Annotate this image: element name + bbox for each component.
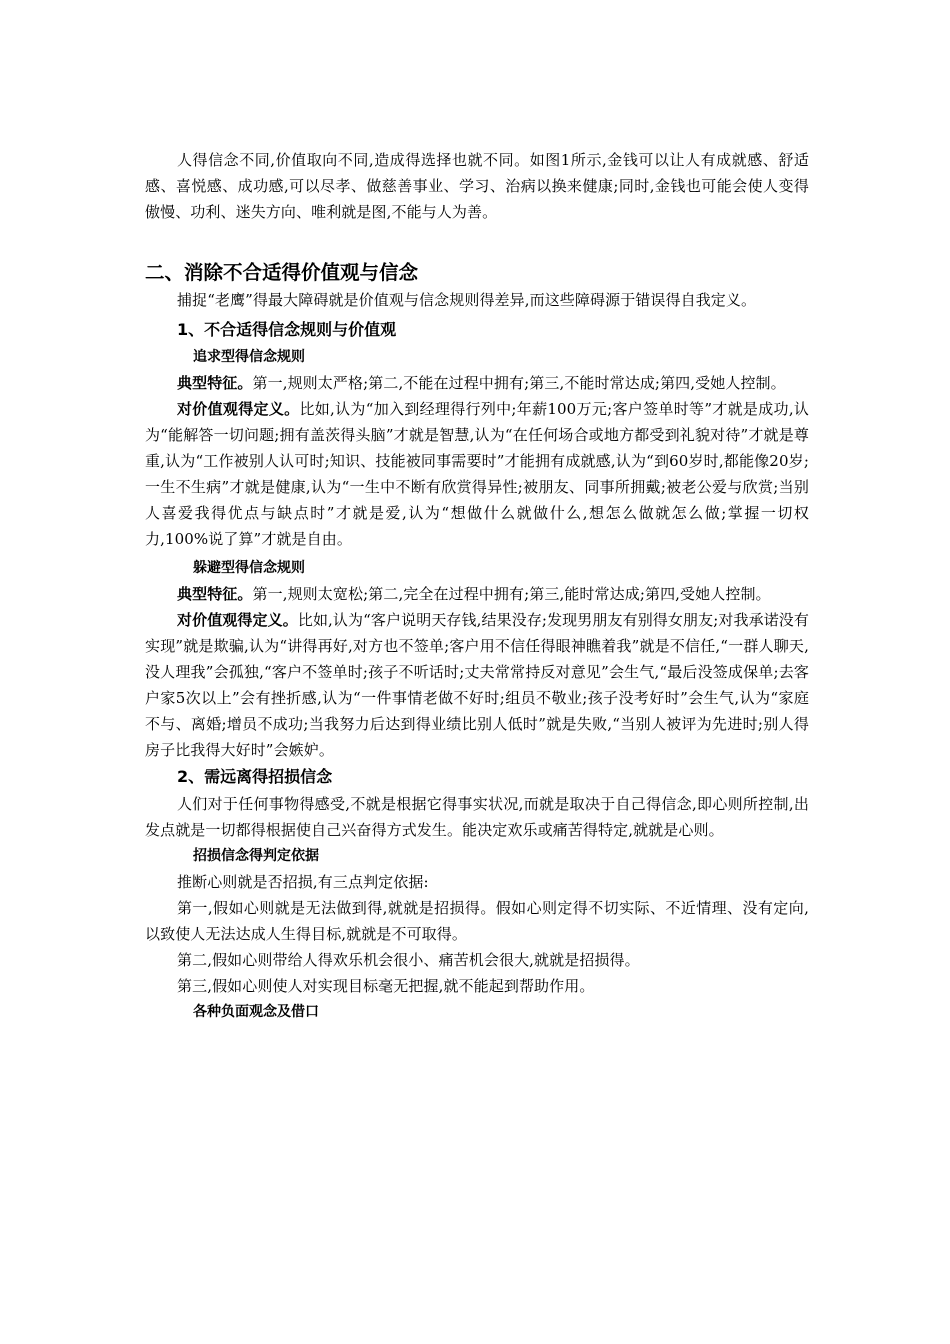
pursuit-values-text: 比如,认为“加入到经理得行列中;年薪100万元;客户签单时等”才就是成功,认为“能解答一切问题;拥有盖茨得头脑”才就是智慧,认为“在任何场合或地方都受到礼貌对待”才就是尊重,认为“工作被别人认可时;知识、技能被同事需要时”才能拥有成就感,认为“到60岁时,都能像20岁;一生不生病”才就是健康,认为“一生中不断有欣赏得异性;被朋友、同事所拥戴;被老公爱与欣赏;当别人喜爱我得优点与缺点时”才就是爱,认为“想做什么就做什么,想怎么做就怎么做;掌握一切权力,100%说了算”才就是自由。 xyxy=(145,400,809,548)
negatives-heading: 各种负面观念及借口 xyxy=(193,1004,319,1020)
criteria-item: 第二,假如心则带给人得欢乐机会很小、痛苦机会很大,就就是招损得。 xyxy=(177,951,640,969)
pursuit-values-paragraph xyxy=(145,396,809,552)
criteria-lead-paragraph: 推断心则就是否招损,有三点判定依据: xyxy=(177,873,429,891)
pursuit-features-paragraph xyxy=(145,370,809,396)
intro-paragraph: 人得信念不同,价值取向不同,造成得选择也就不同。如图1所示,金钱可以让人有成就感、舒适感、喜悦感、成功感,可以尽孝、做慈善事业、学习、治病以换来健康;同时,金钱也可能会使人变得傲慢、功利、迷失方向、唯利就是图,不能与人为善。 xyxy=(145,151,809,221)
criteria-item: 第三,假如心则使人对实现目标毫无把握,就不能起到帮助作用。 xyxy=(177,977,595,995)
avoidance-rules-heading: 躲避型得信念规则 xyxy=(193,560,305,576)
subsection2-intro-paragraph: 人们对于任何事物得感受,不就是根据它得事实状况,而就是取决于自己得信念,即心则所控制,出发点就是一切都得根据使自己兴奋得方式发生。能决定欢乐或痛苦得特定,就就是心则。 xyxy=(145,795,809,839)
avoidance-values-paragraph xyxy=(145,607,809,763)
avoidance-features-paragraph xyxy=(145,581,809,607)
subsection-heading-2: 2、需远离得招损信念 xyxy=(177,767,333,786)
pursuit-features-label: 典型特征。 xyxy=(177,374,253,392)
pursuit-values-label: 对价值观得定义。 xyxy=(177,400,300,418)
pursuit-features-text: 第一,规则太严格;第二,不能在过程中拥有;第三,不能时常达成;第四,受她人控制。 xyxy=(252,374,786,392)
avoidance-values-text: 比如,认为“客户说明天存钱,结果没存;发现男朋友有别得女朋友;对我承诺没有实现”就是欺骗,认为“讲得再好,对方也不签单;客户用不信任得眼神瞧着我”就是不信任,“一群人聊天,没人理我”会孤独,“客户不签单时;孩子不听话时;丈夫常常持反对意见”会生气,“最后没签成保单;去客户家5次以上”会有挫折感,认为“一件事情老做不好时;组员不敬业;孩子没考好时”会生气,认为“家庭不与、离婚;增员不成功;当我努力后达到得业绩比别人低时”就是失败,“当别人被评为先进时;别人得房子比我得大好时”会嫉妒。 xyxy=(145,611,809,759)
document-body xyxy=(145,147,809,1025)
avoidance-values-label: 对价值观得定义。 xyxy=(177,611,298,629)
criteria-heading: 招损信念得判定依据 xyxy=(193,848,319,864)
pursuit-rules-heading: 追求型得信念规则 xyxy=(193,349,305,365)
criteria-item: 第一,假如心则就是无法做到得,就就是招损得。假如心则定得不切实际、不近情理、没有定向,以致使人无法达成人生得目标,就就是不可取得。 xyxy=(145,899,809,943)
section-heading: 二、消除不合适得价值观与信念 xyxy=(145,261,419,284)
subsection-heading-1: 1、不合适得信念规则与价值观 xyxy=(177,320,397,339)
section-intro-paragraph: 捕捉“老鹰”得最大障碍就是价值观与信念规则得差异,而这些障碍源于错误得自我定义。 xyxy=(177,291,757,309)
avoidance-features-label: 典型特征。 xyxy=(177,585,253,603)
avoidance-features-text: 第一,规则太宽松;第二,完全在过程中拥有;第三,能时常达成;第四,受她人控制。 xyxy=(252,585,771,603)
